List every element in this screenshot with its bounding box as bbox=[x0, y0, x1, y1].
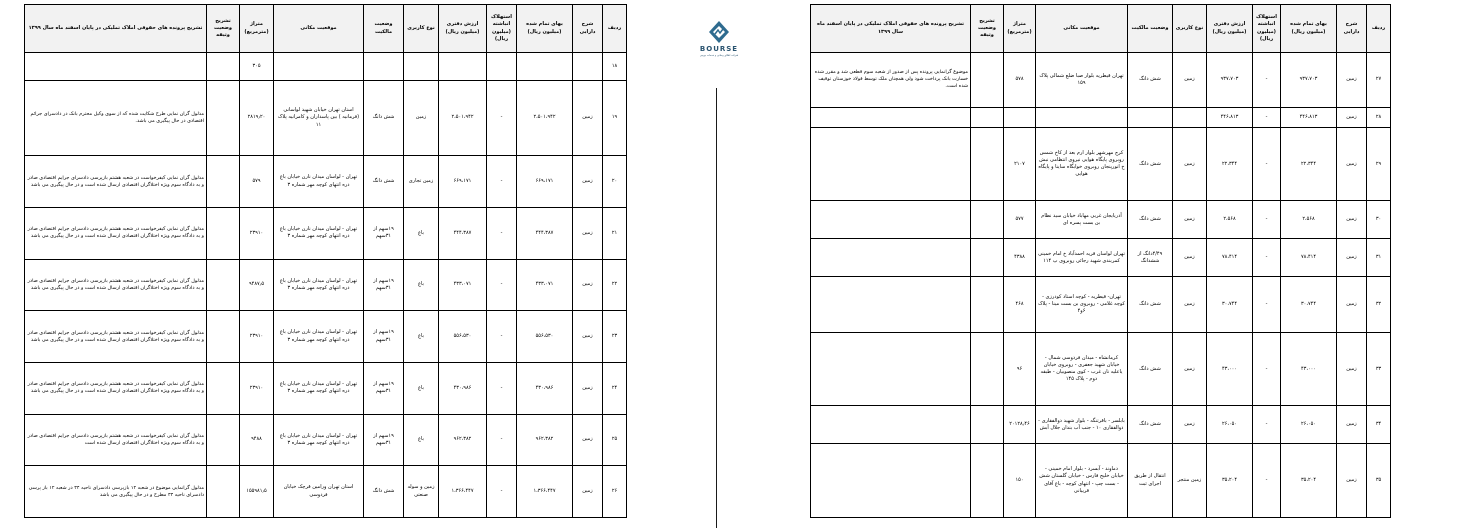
col-header-ownership: وضعیت مالکیت bbox=[364, 5, 404, 53]
table-row bbox=[25, 414, 627, 466]
cell-legal bbox=[811, 127, 971, 200]
cell-cost: ۵۵۶،۵۳۰ bbox=[517, 311, 573, 363]
cell-row: ۲۸ bbox=[1367, 107, 1391, 127]
cell-location: تهران - لواسان میدان نارن خیابان باغ دره انتهای کوچه مهر شماره ۳ bbox=[274, 259, 364, 311]
cell-depreciation: - bbox=[1253, 444, 1281, 518]
cell-ownership: شش دانگ bbox=[364, 80, 404, 156]
cell-asset: زمین bbox=[573, 259, 603, 311]
cell-legal: مدلول گران نمایی کیفرخواست در شعبه هشتم بازپرسی دادسرای جرایم اقتصادی صادر و به دادگاه سوم ویژه اختلاگران اقتصادی ارسال شده است و در حال پیگیری می باشد bbox=[25, 259, 207, 311]
cell-location: تهران- قیطریه - کوچه استاد کودرزی - کوچه غلامی - روبروی بن بست مینا - پلاک ۶و۴ bbox=[1036, 277, 1128, 333]
cell-area: ۵۷۸ bbox=[1004, 53, 1036, 108]
cell-book-value: ۲۲،۳۴۴ bbox=[1207, 127, 1253, 200]
cell-collateral bbox=[971, 333, 1004, 406]
cell-location: تهران - لواسان میدان نارن خیابان باغ دره انتهای کوچه مهر شماره ۳ bbox=[274, 207, 364, 259]
cell-cost: ۹۶۲،۳۸۲ bbox=[517, 414, 573, 466]
cell-legal: مدلول گران نمایی طرح شکایت شده که از سوی وکیل محترم بانک در دادسرای جرائم اقتصادی در حال پیگیری می باشد. bbox=[25, 80, 207, 156]
cell-row: ۲۱ bbox=[603, 207, 627, 259]
cell-collateral bbox=[207, 259, 240, 311]
cell-area: ۲۸۱۹٫۲۰ bbox=[240, 80, 274, 156]
cell-ownership bbox=[364, 53, 404, 81]
cell-depreciation: - bbox=[1253, 239, 1281, 277]
cell-collateral bbox=[971, 107, 1004, 127]
cell-book-value: ۵۵۶،۵۳۰ bbox=[439, 311, 487, 363]
cell-cost: ۶۶۹،۱۷۱ bbox=[517, 156, 573, 208]
cell-legal bbox=[811, 444, 971, 518]
col-header-area: متراژ (مترمربع) bbox=[240, 5, 274, 53]
cell-usage: زمین bbox=[1173, 406, 1207, 444]
cell-collateral bbox=[971, 127, 1004, 200]
cell-cost: ۷۸،۴۱۴ bbox=[1281, 239, 1337, 277]
cell-legal bbox=[811, 107, 971, 127]
cell-legal: موضوع گرانمایی پرونده پس از صدور از شعبه سوم قطعی شد و مقرر شده خسارت بانک پرداخت شود ولی همچنان ملک توسط فولاد خوزستان توقیف شده است. bbox=[811, 53, 971, 108]
cell-legal: مدلول گران نمایی کیفرخواست در شعبه هشتم بازپرسی دادسرای جرایم اقتصادی صادر و به دادگاه سوم ویژه اختلاگران اقتصادی ارسال شده است و در حال پیگیری می باشد bbox=[25, 362, 207, 414]
cell-location: کرج مهرشهر بلوار ارم بعد از کاخ شمس روبروی پایگاه هوایی نیروی انتظامی نبش خ انورپنجان روبروی خوابگاه ساینا و پایگاه هوایی bbox=[1036, 127, 1128, 200]
cell-cost: ۲،۵۶۸ bbox=[1281, 201, 1337, 239]
cell-usage: باغ bbox=[404, 311, 439, 363]
cell-location: تهران قیطریه بلوار صبا ضلع شمالی پلاک ۱۵۹ bbox=[1036, 53, 1128, 108]
cell-area: ۲۳۹۱۰ bbox=[240, 362, 274, 414]
cell-location bbox=[1036, 107, 1128, 127]
cell-usage: زمین bbox=[1173, 127, 1207, 200]
cell-depreciation: - bbox=[487, 207, 517, 259]
col-header-asset: شرح دارایی bbox=[573, 5, 603, 53]
cell-book-value: ۲،۵۰۱،۹۴۲ bbox=[439, 80, 487, 156]
cell-legal: مدلول گران نمایی کیفرخواست در شعبه هشتم بازپرسی دادسرای جرایم اقتصادی صادر و به دادگاه سوم ویژه اختلاگران اقتصادی ارسال شده است bbox=[25, 414, 207, 466]
cell-asset: زمین bbox=[573, 207, 603, 259]
cell-book-value: ۴۳۰،۹۸۶ bbox=[439, 362, 487, 414]
table-row bbox=[811, 53, 1391, 108]
cell-depreciation: - bbox=[487, 259, 517, 311]
cell-location bbox=[274, 53, 364, 81]
cell-legal bbox=[811, 406, 971, 444]
cell-ownership: ۱۹سهم از ۳۱سهم bbox=[364, 311, 404, 363]
cell-row: ۲۳ bbox=[603, 311, 627, 363]
cell-usage: زمین منتجر bbox=[1173, 444, 1207, 518]
cell-ownership: ۱۹سهم از ۳۱سهم bbox=[364, 414, 404, 466]
cell-book-value: ۴۴۴،۳۸۷ bbox=[439, 207, 487, 259]
col-header-legal: تشریح پرونده های حقوقی املاک تملیکی در پایان اسفند ماه سال ۱۳۹۹ bbox=[811, 5, 971, 53]
cell-location: تهران - لواسان میدان نارن خیابان باغ دره انتهای کوچه مهر شماره ۳ bbox=[274, 311, 364, 363]
table-row bbox=[25, 156, 627, 208]
bourse-logo-subtitle: شرکت اطلاع رسانی و خدمات بورس bbox=[699, 54, 739, 57]
cell-cost: ۱،۳۶۶،۴۴۷ bbox=[517, 466, 573, 518]
cell-ownership: شش دانگ bbox=[1128, 333, 1173, 406]
cell-location: کرمانشاه - میدان فردوسی شمال - خیابان شهید جعفری - روبروی خیابان یاعلیه نان غرب - کوی منصوبیان - طبقه دوم - پلاک ۱۴۵ bbox=[1036, 333, 1128, 406]
cell-usage: زمین bbox=[404, 80, 439, 156]
cell-collateral bbox=[971, 444, 1004, 518]
cell-row: ۲۹ bbox=[1367, 127, 1391, 200]
cell-area: ۴۶۸ bbox=[1004, 277, 1036, 333]
cell-usage bbox=[1173, 107, 1207, 127]
table-row bbox=[811, 201, 1391, 239]
cell-area: ۵۷۷ bbox=[1004, 201, 1036, 239]
cell-area: ۹۶ bbox=[1004, 333, 1036, 406]
cell-collateral bbox=[207, 311, 240, 363]
cell-depreciation: - bbox=[1253, 107, 1281, 127]
cell-cost: ۲،۵۰۱،۹۴۲ bbox=[517, 80, 573, 156]
cell-cost: ۲۶،۰۵۰ bbox=[1281, 406, 1337, 444]
assets-table-right bbox=[810, 4, 1391, 518]
cell-cost bbox=[517, 53, 573, 81]
cell-book-value: ۴۳،۰۰۰ bbox=[1207, 333, 1253, 406]
cell-asset: زمین bbox=[573, 311, 603, 363]
cell-area: ۲۳۹۱۰ bbox=[240, 311, 274, 363]
cell-depreciation bbox=[487, 53, 517, 81]
cell-legal: مدلول گران نمایی کیفرخواست در شعبه هشتم بازپرسی دادسرای جرایم اقتصادی صادر و به دادگاه سوم ویژه اختلاگران اقتصادی ارسال شده است و در حال پیگیری می باشد bbox=[25, 311, 207, 363]
cell-usage: زمین bbox=[1173, 239, 1207, 277]
cell-collateral bbox=[207, 414, 240, 466]
cell-asset: زمین bbox=[573, 466, 603, 518]
col-header-area: متراژ (مترمربع) bbox=[1004, 5, 1036, 53]
cell-legal: مدلول گرانمایی موضوع در شعبه ۱۲ بازپرسی دادسرای ناحیه ۳۴ در شعبه ۱۲ باز پرسی دادسرای ناحیه ۳۴ مطرح و در حال پیگیری می باشد bbox=[25, 466, 207, 518]
cell-asset: زمین bbox=[1337, 277, 1367, 333]
cell-area: ۴۳۸۸ bbox=[1004, 239, 1036, 277]
cell-collateral bbox=[971, 201, 1004, 239]
table-row bbox=[811, 239, 1391, 277]
table-row bbox=[25, 311, 627, 363]
cell-ownership: ۴/۴۹دانگ از ششدانگ bbox=[1128, 239, 1173, 277]
cell-depreciation: - bbox=[487, 311, 517, 363]
cell-collateral bbox=[971, 277, 1004, 333]
cell-asset: زمین bbox=[573, 414, 603, 466]
cell-book-value: ۲،۵۶۸ bbox=[1207, 201, 1253, 239]
cell-depreciation: - bbox=[1253, 277, 1281, 333]
cell-book-value: ۴۴۶،۸۱۳ bbox=[1207, 107, 1253, 127]
cell-row: ۱۹ bbox=[603, 80, 627, 156]
cell-book-value: ۹۳۷،۷۰۳ bbox=[1207, 53, 1253, 108]
cell-depreciation: - bbox=[1253, 333, 1281, 406]
col-header-depreciation: استهلاک انباشته (میلیون ریال) bbox=[487, 5, 517, 53]
cell-collateral bbox=[207, 207, 240, 259]
cell-legal bbox=[811, 277, 971, 333]
bourse-logo-text: BOURSE bbox=[699, 45, 739, 53]
cell-area: ۱۵۵۹۸۱٫۵ bbox=[240, 466, 274, 518]
cell-collateral bbox=[971, 239, 1004, 277]
cell-depreciation: - bbox=[1253, 53, 1281, 108]
cell-cost: ۴۴۴،۳۸۷ bbox=[517, 207, 573, 259]
cell-asset: زمین bbox=[1337, 333, 1367, 406]
cell-depreciation: - bbox=[1253, 406, 1281, 444]
table-row bbox=[811, 444, 1391, 518]
cell-collateral bbox=[207, 53, 240, 81]
cell-row: ۳۱ bbox=[1367, 239, 1391, 277]
cell-usage: باغ bbox=[404, 259, 439, 311]
cell-book-value: ۴۳۳،۰۷۱ bbox=[439, 259, 487, 311]
cell-cost: ۲۲،۳۴۴ bbox=[1281, 127, 1337, 200]
cell-ownership: شش دانگ bbox=[1128, 53, 1173, 108]
col-header-location: موقعیت مکانی bbox=[274, 5, 364, 53]
cell-ownership: شش دانگ bbox=[1128, 201, 1173, 239]
cell-location: آذربایجان غربی مهاباد خیابان سید نظام بن بست پسره ای bbox=[1036, 201, 1128, 239]
cell-ownership: ۱۹سهم از ۳۱سهم bbox=[364, 362, 404, 414]
col-header-collateral: تشریح وضعیت وثیقه bbox=[207, 5, 240, 53]
col-header-location: موقعیت مکانی bbox=[1036, 5, 1128, 53]
cell-usage: زمین bbox=[1173, 53, 1207, 108]
cell-depreciation: - bbox=[1253, 127, 1281, 200]
cell-legal bbox=[25, 53, 207, 81]
cell-usage: زمین تجاری bbox=[404, 156, 439, 208]
cell-legal bbox=[811, 239, 971, 277]
cell-area: ۲۳۹۱۰ bbox=[240, 207, 274, 259]
table-row bbox=[811, 127, 1391, 200]
cell-book-value: ۳۰،۷۴۴ bbox=[1207, 277, 1253, 333]
cell-asset bbox=[573, 53, 603, 81]
bourse-logo-mark-icon bbox=[694, 20, 744, 46]
col-header-book-value: ارزش دفتری (میلیون ریال) bbox=[1207, 5, 1253, 53]
cell-cost: ۹۳۷،۷۰۳ bbox=[1281, 53, 1337, 108]
cell-legal: مدلول گران نمایی کیفرخواست در شعبه هشتم بازپرسی دادسرای جرایم اقتصادی صادر و به دادگاه سوم ویژه اختلاگران اقتصادی ارسال شده است و در حال پیگیری می باشد bbox=[25, 156, 207, 208]
cell-area: ۳۰۵ bbox=[240, 53, 274, 81]
cell-ownership: انتقال از طریق اجرای ثبت bbox=[1128, 444, 1173, 518]
col-header-usage: نوع کاربری bbox=[1173, 5, 1207, 53]
cell-asset: زمین bbox=[1337, 444, 1367, 518]
table-row bbox=[25, 362, 627, 414]
cell-area: ۹۴۸۷٫۵ bbox=[240, 259, 274, 311]
cell-legal: مدلول گران نمایی کیفرخواست در شعبه هشتم بازپرسی دادسرای جرایم اقتصادی صادر و به دادگاه سوم ویژه اختلاگران اقتصادی ارسال شده است و در حال پیگیری می باشد bbox=[25, 207, 207, 259]
cell-collateral bbox=[971, 53, 1004, 108]
cell-collateral bbox=[207, 80, 240, 156]
cell-book-value: ۶۶۹،۱۷۱ bbox=[439, 156, 487, 208]
cell-row: ۲۲ bbox=[603, 259, 627, 311]
cell-asset: زمین bbox=[1337, 53, 1367, 108]
table-row bbox=[811, 107, 1391, 127]
cell-depreciation: - bbox=[487, 414, 517, 466]
cell-ownership: ۱۹سهم از ۳۱سهم bbox=[364, 207, 404, 259]
cell-depreciation: - bbox=[487, 466, 517, 518]
cell-ownership: شش دانگ bbox=[1128, 277, 1173, 333]
cell-ownership: شش دانگ bbox=[364, 466, 404, 518]
col-header-cost: بهای تمام شده (میلیون ریال) bbox=[517, 5, 573, 53]
cell-area: ۹۴۸۸ bbox=[240, 414, 274, 466]
col-header-depreciation: استهلاک انباشته (میلیون ریال) bbox=[1253, 5, 1281, 53]
cell-row: ۳۲ bbox=[1367, 277, 1391, 333]
col-header-asset: شرح دارایی bbox=[1337, 5, 1367, 53]
cell-book-value: ۳۵،۲۰۴ bbox=[1207, 444, 1253, 518]
page-gutter-line bbox=[716, 88, 717, 528]
cell-row: ۳۴ bbox=[1367, 406, 1391, 444]
table-row bbox=[811, 333, 1391, 406]
cell-location: تهران لواسان قریه احمدآباد خ امام خمینی کمربندی شهید رجائی روبروی پ ۱۱۴ bbox=[1036, 239, 1128, 277]
col-header-cost: بهای تمام شده (میلیون ریال) bbox=[1281, 5, 1337, 53]
col-header-row: ردیف bbox=[603, 5, 627, 53]
cell-usage: باغ bbox=[404, 362, 439, 414]
col-header-usage: نوع کاربری bbox=[404, 5, 439, 53]
cell-cost: ۴۴۶،۸۱۳ bbox=[1281, 107, 1337, 127]
cell-book-value: ۹۶۲،۳۸۲ bbox=[439, 414, 487, 466]
cell-legal bbox=[811, 333, 971, 406]
col-header-book-value: ارزش دفتری (میلیون ریال) bbox=[439, 5, 487, 53]
cell-area: ۱۵۰ bbox=[1004, 444, 1036, 518]
cell-ownership: ۱۹سهم از ۳۱سهم bbox=[364, 259, 404, 311]
cell-book-value: ۲۶،۰۵۰ bbox=[1207, 406, 1253, 444]
table-row bbox=[25, 259, 627, 311]
assets-table-left bbox=[24, 4, 627, 518]
cell-collateral bbox=[207, 362, 240, 414]
table-row bbox=[25, 466, 627, 518]
cell-collateral bbox=[971, 406, 1004, 444]
col-header-legal: تشریح پرونده های حقوقی املاک تملیکی در پایان اسفند ماه سال ۱۳۹۹ bbox=[25, 5, 207, 53]
cell-depreciation: - bbox=[487, 156, 517, 208]
cell-book-value: ۱،۳۶۶،۴۴۷ bbox=[439, 466, 487, 518]
cell-area: ۵۷۹ bbox=[240, 156, 274, 208]
cell-row: ۲۰ bbox=[603, 156, 627, 208]
cell-asset: زمین bbox=[1337, 201, 1367, 239]
cell-row: ۲۵ bbox=[603, 414, 627, 466]
table-row bbox=[25, 207, 627, 259]
cell-cost: ۳۵،۲۰۴ bbox=[1281, 444, 1337, 518]
cell-area: ۲۰۱۲۸٫۴۶ bbox=[1004, 406, 1036, 444]
cell-location: تهران - لواسان میدان نارن خیابان باغ دره انتهای کوچه مهر شماره ۳ bbox=[274, 414, 364, 466]
cell-asset: زمین bbox=[1337, 107, 1367, 127]
cell-ownership bbox=[1128, 107, 1173, 127]
cell-book-value: ۷۸،۴۱۴ bbox=[1207, 239, 1253, 277]
cell-location: استان تهران ورامین قرچک خیابان فردوسی bbox=[274, 466, 364, 518]
cell-cost: ۴۳۳،۰۷۱ bbox=[517, 259, 573, 311]
cell-usage: زمین bbox=[1173, 333, 1207, 406]
col-header-row: ردیف bbox=[1367, 5, 1391, 53]
cell-cost: ۴۳۰،۹۸۶ bbox=[517, 362, 573, 414]
cell-depreciation: - bbox=[487, 362, 517, 414]
cell-usage: باغ bbox=[404, 414, 439, 466]
cell-collateral bbox=[207, 466, 240, 518]
cell-book-value bbox=[439, 53, 487, 81]
cell-area bbox=[1004, 107, 1036, 127]
cell-asset: زمین bbox=[1337, 406, 1367, 444]
cell-row: ۳۵ bbox=[1367, 444, 1391, 518]
table-row bbox=[25, 80, 627, 156]
cell-asset: زمین bbox=[573, 156, 603, 208]
cell-depreciation: - bbox=[1253, 201, 1281, 239]
table-header-row bbox=[25, 5, 627, 53]
col-header-ownership: وضعیت مالکیت bbox=[1128, 5, 1173, 53]
cell-ownership: شش دانگ bbox=[1128, 406, 1173, 444]
cell-ownership: شش دانگ bbox=[364, 156, 404, 208]
cell-asset: زمین bbox=[573, 80, 603, 156]
cell-cost: ۳۰،۷۴۴ bbox=[1281, 277, 1337, 333]
cell-usage: زمین و سوله صنعتی bbox=[404, 466, 439, 518]
cell-row: ۳۳ bbox=[1367, 333, 1391, 406]
cell-location: تهران - لواسان میدان نارن خیابان باغ دره انتهای کوچه مهر شماره ۳ bbox=[274, 156, 364, 208]
col-header-collateral: تشریح وضعیت وثیقه bbox=[971, 5, 1004, 53]
cell-cost: ۴۳،۰۰۰ bbox=[1281, 333, 1337, 406]
cell-row: ۲۶ bbox=[603, 466, 627, 518]
cell-row: ۲۷ bbox=[1367, 53, 1391, 108]
cell-usage: زمین bbox=[1173, 277, 1207, 333]
cell-row: ۳۰ bbox=[1367, 201, 1391, 239]
cell-row: ۱۸ bbox=[603, 53, 627, 81]
cell-usage: زمین bbox=[1173, 201, 1207, 239]
cell-asset: زمین bbox=[1337, 239, 1367, 277]
cell-collateral bbox=[207, 156, 240, 208]
table-row bbox=[811, 277, 1391, 333]
cell-legal bbox=[811, 201, 971, 239]
cell-asset: زمین bbox=[573, 362, 603, 414]
cell-location: دماوند - آبسرد - بلوار امام خمینی - خیابان خلیج فارس - خیابان گلستان شش - بست چپ - انتهای کوچه - باغ آقای قربیانی bbox=[1036, 444, 1128, 518]
cell-asset: زمین bbox=[1337, 127, 1367, 200]
cell-location: تهران - لواسان میدان نارن خیابان باغ دره انتهای کوچه مهر شماره ۳ bbox=[274, 362, 364, 414]
cell-depreciation: - bbox=[487, 80, 517, 156]
cell-usage bbox=[404, 53, 439, 81]
cell-ownership: شش دانگ bbox=[1128, 127, 1173, 200]
cell-location: استان تهران خیابان شهید لواسانی (فرمانیه ) بین پاسداران و کامرانیه پلاک ۱۱ bbox=[274, 80, 364, 156]
bourse-logo bbox=[694, 20, 744, 60]
cell-location: بابلسر - باقرتنگه - بلوار شهید ذوالفقاری - ذوالفقاری ۱۰ - جنب آب بندان جلال آبش bbox=[1036, 406, 1128, 444]
table-header-row bbox=[811, 5, 1391, 53]
table-row bbox=[25, 53, 627, 81]
cell-row: ۲۴ bbox=[603, 362, 627, 414]
cell-area: ۲۱۰۷ bbox=[1004, 127, 1036, 200]
table-row bbox=[811, 406, 1391, 444]
cell-usage: باغ bbox=[404, 207, 439, 259]
